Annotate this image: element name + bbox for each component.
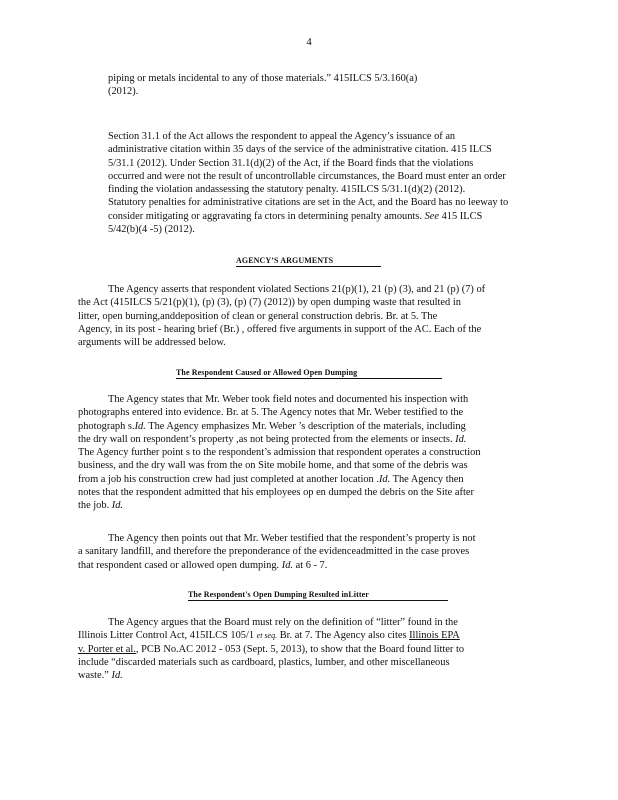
text-line: piping or metals incidental to any of those materials.” 415ILCS 5/3.160(a)	[108, 73, 418, 84]
paragraph-weber-notes	[78, 393, 538, 513]
text-line	[78, 643, 538, 656]
page-number: 4	[306, 36, 312, 48]
text-span: Br. at 7. The Agency also cites	[277, 630, 407, 642]
text-span: consider mitigating or aggravating fa ctors in determining penalty amounts.	[108, 210, 422, 222]
citation-id: Id.	[281, 559, 293, 571]
paragraph-agency-asserts	[78, 283, 538, 349]
text-span: The Agency asserts that respondent violated Sections 21(p)(1), 21 (p) (3), and 21 (p) (7) of	[108, 284, 486, 295]
text-line	[78, 499, 538, 512]
citation-et-seq: et seq.	[256, 631, 278, 641]
text-line: include “discarded materials such as cardboard, plastics, lumber, and other miscellaneous	[78, 656, 450, 668]
paragraph-litter-definition	[78, 616, 538, 682]
text-line: The Agency states that Mr. Weber took field notes and documented his inspection with	[108, 394, 469, 405]
text-span: the dry wall on respondent’s property ,as not being protected from the elements or insects.	[78, 433, 453, 445]
text-span: The Agency emphasizes Mr. Weber ’s description of the materials, including	[145, 420, 466, 432]
text-line: business, and the dry wall was from the on Site mobile home, and that some of the debris was	[78, 460, 468, 472]
section-heading-agency-arguments: AGENCY’S ARGUMENTS	[236, 255, 381, 267]
text-line: The Agency argues that the Board must rely on the definition of “litter” found in the	[108, 617, 458, 628]
text-span: , PCB No.AC 2012 - 053 (Sept. 5, 2013), to show that the Board found litter to	[135, 643, 465, 655]
text-line: The Agency then points out that Mr. Weber testified that the respondent’s property is not	[108, 533, 476, 544]
text-line: (2012).	[108, 86, 139, 98]
text-line	[78, 559, 538, 572]
subheading-resulted-in-litter: The Respondent's Open Dumping Resulted inLitter	[188, 589, 448, 601]
paragraph-section-31-1	[108, 130, 538, 236]
text-line	[78, 669, 538, 682]
text-span: at 6 - 7.	[293, 559, 328, 571]
text-line: litter, open burning,anddeposition of clean or general construction debris. Br. at 5. The	[78, 310, 438, 322]
case-citation-illinois-epa: Illinois EPA	[409, 630, 460, 642]
text-span: The Agency then	[390, 473, 464, 485]
text-span: Illinois Litter Control Act, 415ILCS 105/1	[78, 630, 255, 642]
text-span: the job.	[78, 500, 110, 512]
text-line: notes that the respondent admitted that his employees op en dumped the debris on the Site after	[78, 487, 474, 499]
quote-continuation	[108, 72, 538, 99]
citation-id: Id.	[378, 473, 391, 485]
citation-id: Id.	[111, 500, 124, 512]
text-line: Agency, in its post - hearing brief (Br.) , offered five arguments in support of the AC. Each of the	[78, 323, 482, 335]
text-span: photograph s.	[78, 420, 135, 432]
text-line: photographs entered into evidence. Br. at 5. The Agency notes that Mr. Weber testified to the	[78, 407, 464, 419]
citation-id: Id.	[134, 420, 146, 432]
text-span: waste.”	[78, 670, 109, 682]
text-line	[78, 629, 538, 642]
text-line	[78, 420, 538, 433]
text-line: finding the violation andassessing the statutory penalty. 415ILCS 5/31.1(d)(2) (2012).	[108, 184, 466, 196]
text-line: administrative citation within 35 days of the service of the administrative citation. 415 ILCS	[108, 144, 492, 156]
text-line: a sanitary landfill, and therefore the preponderance of the evidenceadmitted in the case proves	[78, 546, 470, 558]
text-line	[78, 433, 538, 446]
subheading-caused-or-allowed: The Respondent Caused or Allowed Open Dumping	[176, 367, 442, 379]
text-line	[108, 283, 538, 296]
text-span: 415 ILCS	[438, 210, 483, 222]
text-line	[108, 130, 538, 143]
text-span: Section 31.1 of the Act allows the respondent to appeal the Agency’s issuance of an	[108, 131, 456, 142]
text-line: occurred and were not the result of uncontrollable circumstances, the Board must enter an order	[108, 170, 506, 182]
citation-signal: See	[424, 210, 439, 222]
citation-id: Id.	[455, 433, 467, 445]
case-citation-porter: v. Porter et al.	[78, 643, 136, 655]
text-line: the Act (415ILCS 5/21(p)(1), (p) (3), (p) (7) (2012)) by open dumping waste that resulted in	[78, 297, 461, 309]
text-line: 5/31.1 (2012). Under Section 31.1(d)(2) of the Act, if the Board finds that the violations	[108, 157, 474, 169]
text-line: 5/42(b)(4 -5) (2012).	[108, 224, 195, 236]
paragraph-sanitary-landfill	[78, 532, 538, 572]
text-span: that respondent cased or allowed open dumping.	[78, 559, 280, 571]
text-line: Statutory penalties for administrative citations are set in the Act, and the Board has no leeway to	[108, 197, 509, 209]
citation-id: Id.	[111, 670, 123, 682]
text-span: from a job his construction crew had just completed at another location .	[78, 473, 379, 485]
text-line	[78, 473, 538, 486]
text-line: The Agency further point s to the respondent’s admission that respondent operates a construction	[78, 447, 481, 459]
text-line	[108, 210, 538, 223]
text-line: arguments will be addressed below.	[78, 337, 226, 349]
